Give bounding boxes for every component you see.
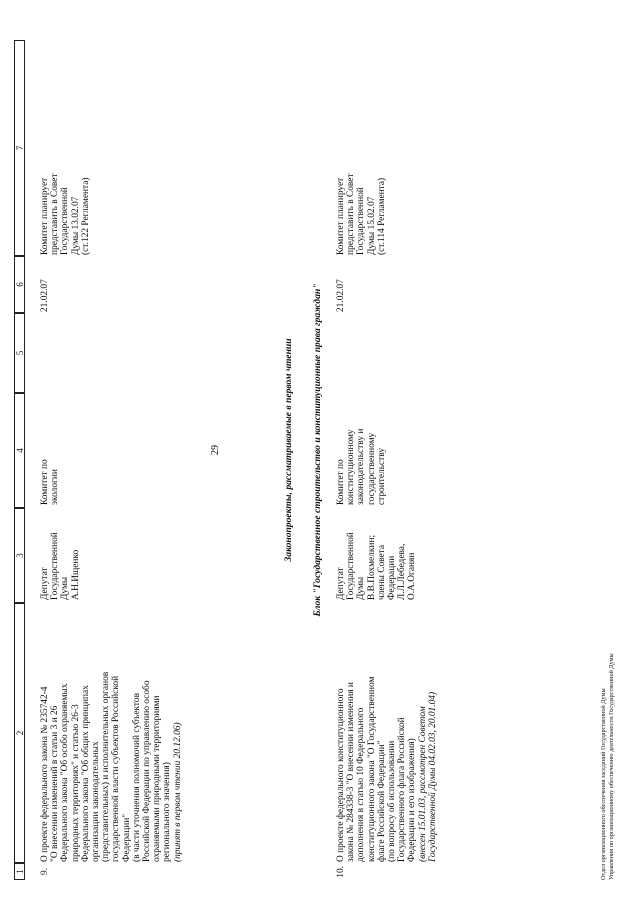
committee-line: экологии (50, 469, 61, 505)
bill-author (40, 508, 81, 600)
author-line: Федерации (387, 555, 398, 600)
bill-description (40, 604, 183, 862)
page-number: 29 (210, 445, 221, 455)
plan-line: представить в Совет (346, 173, 357, 255)
committee-line: законодательству и (356, 428, 367, 505)
footer-line: Отдел организационного обеспечения заседаний Государственной Думы (600, 688, 607, 880)
plan-line: Комитет планирует (40, 177, 50, 255)
bill-title-line: природных территориях" и статью 26-3 (70, 704, 81, 862)
plan-line: Комитет планирует (336, 177, 346, 255)
committee-line: государственному (366, 432, 377, 505)
block-title: Блок "Государственное строительство и конституционные права граждан" (312, 283, 323, 617)
bill-title-line: О проекте федерального закона № 235742-4 (40, 686, 50, 862)
bill-title-line: охраняемыми природными территориями (152, 695, 163, 862)
plan-line: Думы 15.02.07 (366, 196, 377, 255)
bill-title-line: Федерального закона "Об особо охраняемых (60, 683, 71, 862)
bill-title-line: О проекте федерального конституционного (336, 688, 346, 862)
bill-title-line: Федерации" (121, 813, 132, 862)
bill-status-note: (принят в первом чтении 20.12.06) (172, 722, 183, 862)
header-col-5: 5 (14, 313, 25, 393)
author-line: Государственной (346, 532, 357, 600)
footer (600, 460, 615, 880)
header-col-2: 2 (14, 603, 25, 863)
bill-title-line: Российской Федерации по управлению особо (142, 680, 153, 862)
row-number: 9. (40, 868, 50, 876)
bill-title-line: регионального значения) (162, 762, 173, 862)
committee-line: строительству (376, 447, 387, 505)
section-title: Законопроекты, рассматриваемые в первом чтении (283, 338, 294, 562)
bill-title-line: Государственного флага Российской (397, 717, 408, 862)
plan-line: (ст.114 Регламента) (376, 177, 387, 255)
header-col-6: 6 (14, 256, 25, 313)
bill-description (336, 604, 438, 862)
plan-line: представить в Совет (50, 173, 61, 255)
plan-line: Думы 13.02.07 (70, 196, 81, 255)
bill-title-line: закона № 284338-3 "О внесении изменения и (346, 682, 357, 862)
bill-author (336, 508, 418, 600)
bill-title-line: Федерации и его изображения) (407, 738, 418, 862)
bill-title-line: (представительных) и исполнительных органов (101, 671, 112, 862)
bill-title-line: организации законодательных (91, 741, 102, 862)
bill-title-line: флаге Российской Федерации" (376, 740, 387, 862)
header-col-3: 3 (14, 508, 25, 603)
review-date: 21.02.07 (40, 279, 50, 312)
responsible-committee (40, 395, 60, 505)
author-line: В.В.Похмелкин; (366, 534, 377, 600)
committee-line: Комитет по (336, 459, 346, 505)
responsible-committee (336, 395, 387, 505)
bill-title-line: Федерального закона "Об общих принципах (80, 685, 91, 862)
bill-title-line: дополнения в статью 10 Федерального (356, 707, 367, 862)
bill-title-line: "О внесении изменений в статьи 3 и 26 (50, 705, 61, 862)
author-line: Л.Л.Лебедева, (397, 543, 408, 600)
committee-plan (336, 40, 387, 255)
author-line: Депутат (336, 567, 346, 600)
plan-line: Государственной (60, 187, 71, 255)
bill-title-line: (в части уточнения полномочий субъектов (131, 693, 142, 862)
plan-line: Государственной (356, 187, 367, 255)
row-number: 10. (336, 866, 346, 878)
author-line: О.А.Оганян (407, 552, 418, 600)
bill-status-note: Государственной Думы 04.02.03, 20.01.04) (427, 691, 438, 862)
bill-title-line: (по вопросу об использовании (387, 740, 398, 862)
header-col-1: 1 (14, 863, 25, 880)
table-row (40, 0, 200, 900)
header-col-7: 7 (14, 40, 25, 256)
committee-line: Комитет по (40, 459, 50, 505)
review-date: 21.02.07 (336, 279, 346, 312)
author-line: А.Н.Ищенко (70, 549, 81, 600)
author-line: Депутат (40, 567, 50, 600)
author-line: Государственной (50, 532, 61, 600)
committee-plan (40, 40, 91, 255)
table-header-row (0, 0, 40, 900)
committee-line: конституционному (346, 429, 357, 505)
header-col-4: 4 (14, 393, 25, 508)
table-row (336, 0, 486, 900)
bill-title-line: конституционного закона "О Государственном (366, 676, 377, 862)
author-line: Думы (60, 576, 71, 600)
plan-line: (ст.122 Регламента) (80, 177, 91, 255)
bill-title-line: государственной власти субъектов Российской (111, 675, 122, 862)
footer-line: Управления по организационному обеспечению деятельности Государственной Думы (607, 653, 615, 880)
bill-status-note: (внесен 15.01.03, рассмотрен Советом (417, 706, 428, 862)
author-line: Думы (356, 576, 367, 600)
author-line: члены Совета (376, 544, 387, 600)
